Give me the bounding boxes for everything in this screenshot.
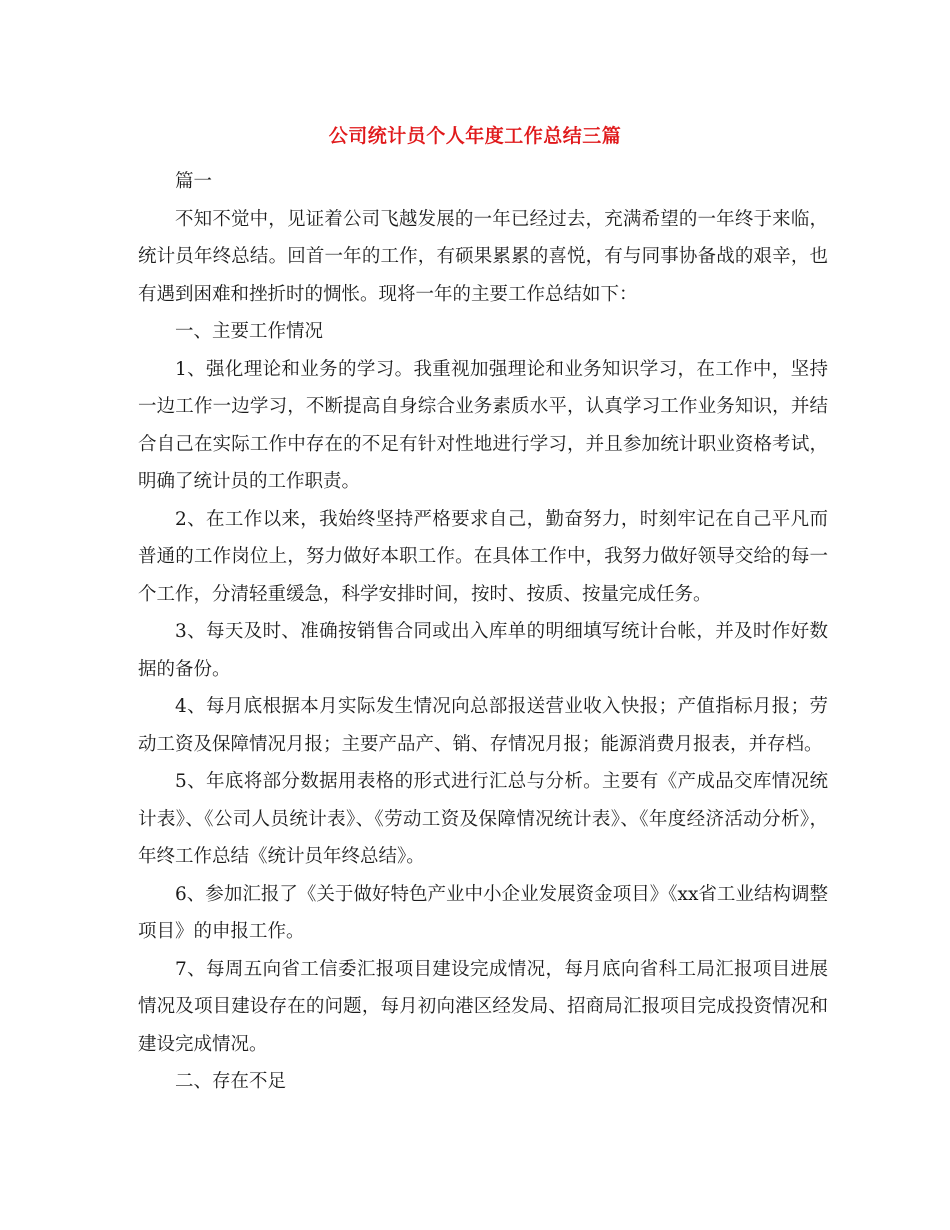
intro-paragraph: 不知不觉中，见证着公司飞越发展的一年已经过去，充满希望的一年终于来临，统计员年终总结。回首一年的工作，有硕果累累的喜悦，有与同事协备战的艰辛，也有遇到困难和挫折时的惆怅。现将一年的主要工作总结如下：	[138, 208, 828, 305]
work-item-4: 4、每月底根据本月实际发生情况向总部报送营业收入快报；产值指标月报；劳动工资及保障情况月报；主要产品产、销、存情况月报；能源消费月报表，并存档。	[138, 696, 828, 755]
section-label: 篇一	[175, 171, 213, 192]
work-item-6: 6、参加汇报了《关于做好特色产业中小企业发展资金项目》《xx省工业结构调整项目》的申报工作。	[138, 883, 828, 942]
work-item-1: 1、强化理论和业务的学习。我重视加强理论和业务知识学习，在工作中，坚持一边工作一边学习，不断提高自身综合业务素质水平，认真学习工作业务知识，并结合自己在实际工作中存在的不足有针对性地进行学习，并且参加统计职业资格考试，明确了统计员的工作职责。	[138, 358, 828, 492]
section-heading-main-work: 一、主要工作情况	[175, 321, 324, 342]
section-heading-shortcomings: 二、存在不足	[175, 1071, 287, 1092]
document-body	[138, 163, 828, 1101]
work-item-5: 5、年底将部分数据用表格的形式进行汇总与分析。主要有《产成品交库情况统计表》、《公司人员统计表》、《劳动工资及保障情况统计表》、《年度经济活动分析》，年终工作总结《统计员年终总结》。	[138, 771, 828, 867]
document-title: 公司统计员个人年度工作总结三篇	[328, 125, 622, 147]
work-item-2: 2、在工作以来，我始终坚持严格要求自己，勤奋努力，时刻牢记在自己平凡而普通的工作岗位上，努力做好本职工作。在具体工作中，我努力做好领导交给的每一个工作，分清轻重缓急，科学安排时间，按时、按质、按量完成任务。	[138, 508, 828, 605]
work-item-7: 7、每周五向省工信委汇报项目建设完成情况，每月底向省科工局汇报项目进展情况及项目建设存在的问题，每月初向港区经发局、招商局汇报项目完成投资情况和建设完成情况。	[138, 958, 828, 1055]
work-item-3: 3、每天及时、准确按销售合同或出入库单的明细填写统计台帐，并及时作好数据的备份。	[138, 621, 828, 680]
